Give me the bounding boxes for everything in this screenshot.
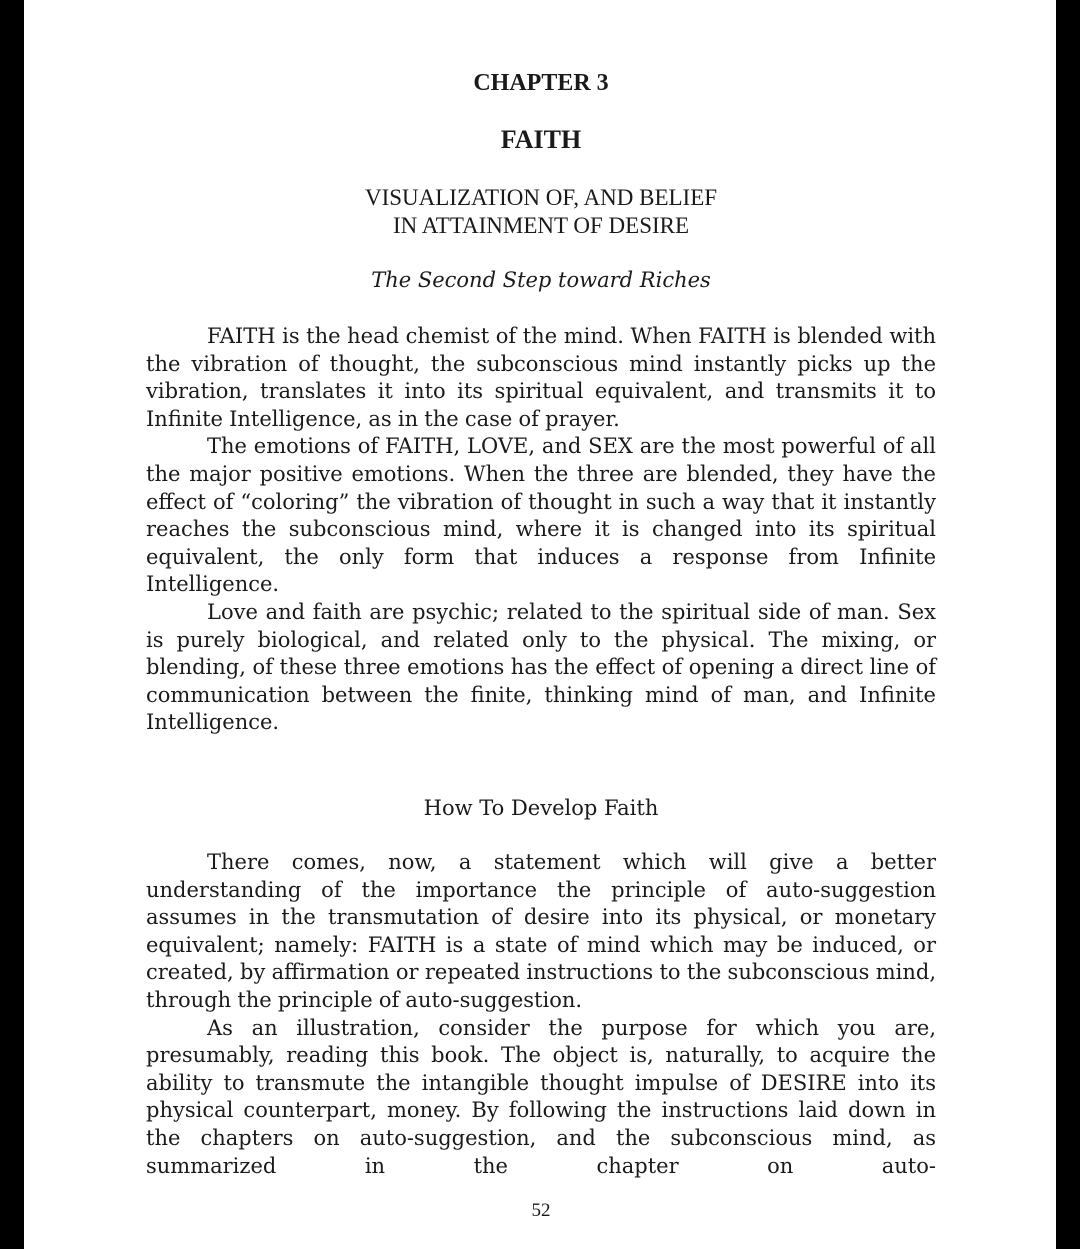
intro-section	[146, 323, 936, 737]
paragraph: As an illustration, consider the purpose for which you are, presumably, reading this book. The object is, naturally, to acquire the ability to transmute the intangible thought impulse of DESIRE into its physical counterpart, money. By following the instructions laid down in the chapters on auto-suggestion, and the subconscious mind, as summarized in the chapter on auto-	[146, 1015, 936, 1178]
chapter-tagline: The Second Step toward Riches	[371, 268, 711, 292]
paragraph: FAITH is the head chemist of the mind. When FAITH is blended with the vibration of thought, the subconscious mind instantly picks up the vibration, translates it into its spiritual equivalent, and transmits it to Infinite Intelligence, as in the case of prayer.	[146, 324, 936, 431]
subtitle-line-2: IN ATTAINMENT OF DESIRE	[392, 213, 690, 238]
paragraph: There comes, now, a statement which will give a better understanding of the importance the principle of auto-suggestion assumes in the transmutation of desire into its physical, or monetary equivalent; namely: FAITH is a state of mind which may be induced, or created, by affirmation or repeated instructions to the subconscious mind, through the principle of auto-suggestion.	[146, 850, 936, 1012]
paragraph: Love and faith are psychic; related to the spiritual side of man. Sex is purely biological, and related only to the physical. The mixing, or blending, of these three emotions has the effect of opening a direct line of communication between the finite, thinking mind of man, and Infinite Intelligence.	[146, 599, 936, 735]
faith-section	[146, 849, 936, 1180]
chapter-label: CHAPTER 3	[473, 70, 609, 96]
chapter-title: FAITH	[500, 125, 582, 154]
paragraph: The emotions of FAITH, LOVE, and SEX are the most powerful of all the major positive emotions. When the three are blended, they have the effect of “coloring” the vibration of thought in such a way that it instantly reaches the subconscious mind, where it is changed into its spiritual equivalent, the only form that induces a response from Infinite Intelligence.	[146, 434, 936, 597]
book-page	[24, 0, 1056, 1249]
chapter-subtitle	[146, 184, 936, 240]
page-number: 52	[531, 1200, 551, 1221]
section-heading: How To Develop Faith	[423, 796, 659, 820]
subtitle-line-1: VISUALIZATION OF, AND BELIEF	[364, 185, 718, 210]
